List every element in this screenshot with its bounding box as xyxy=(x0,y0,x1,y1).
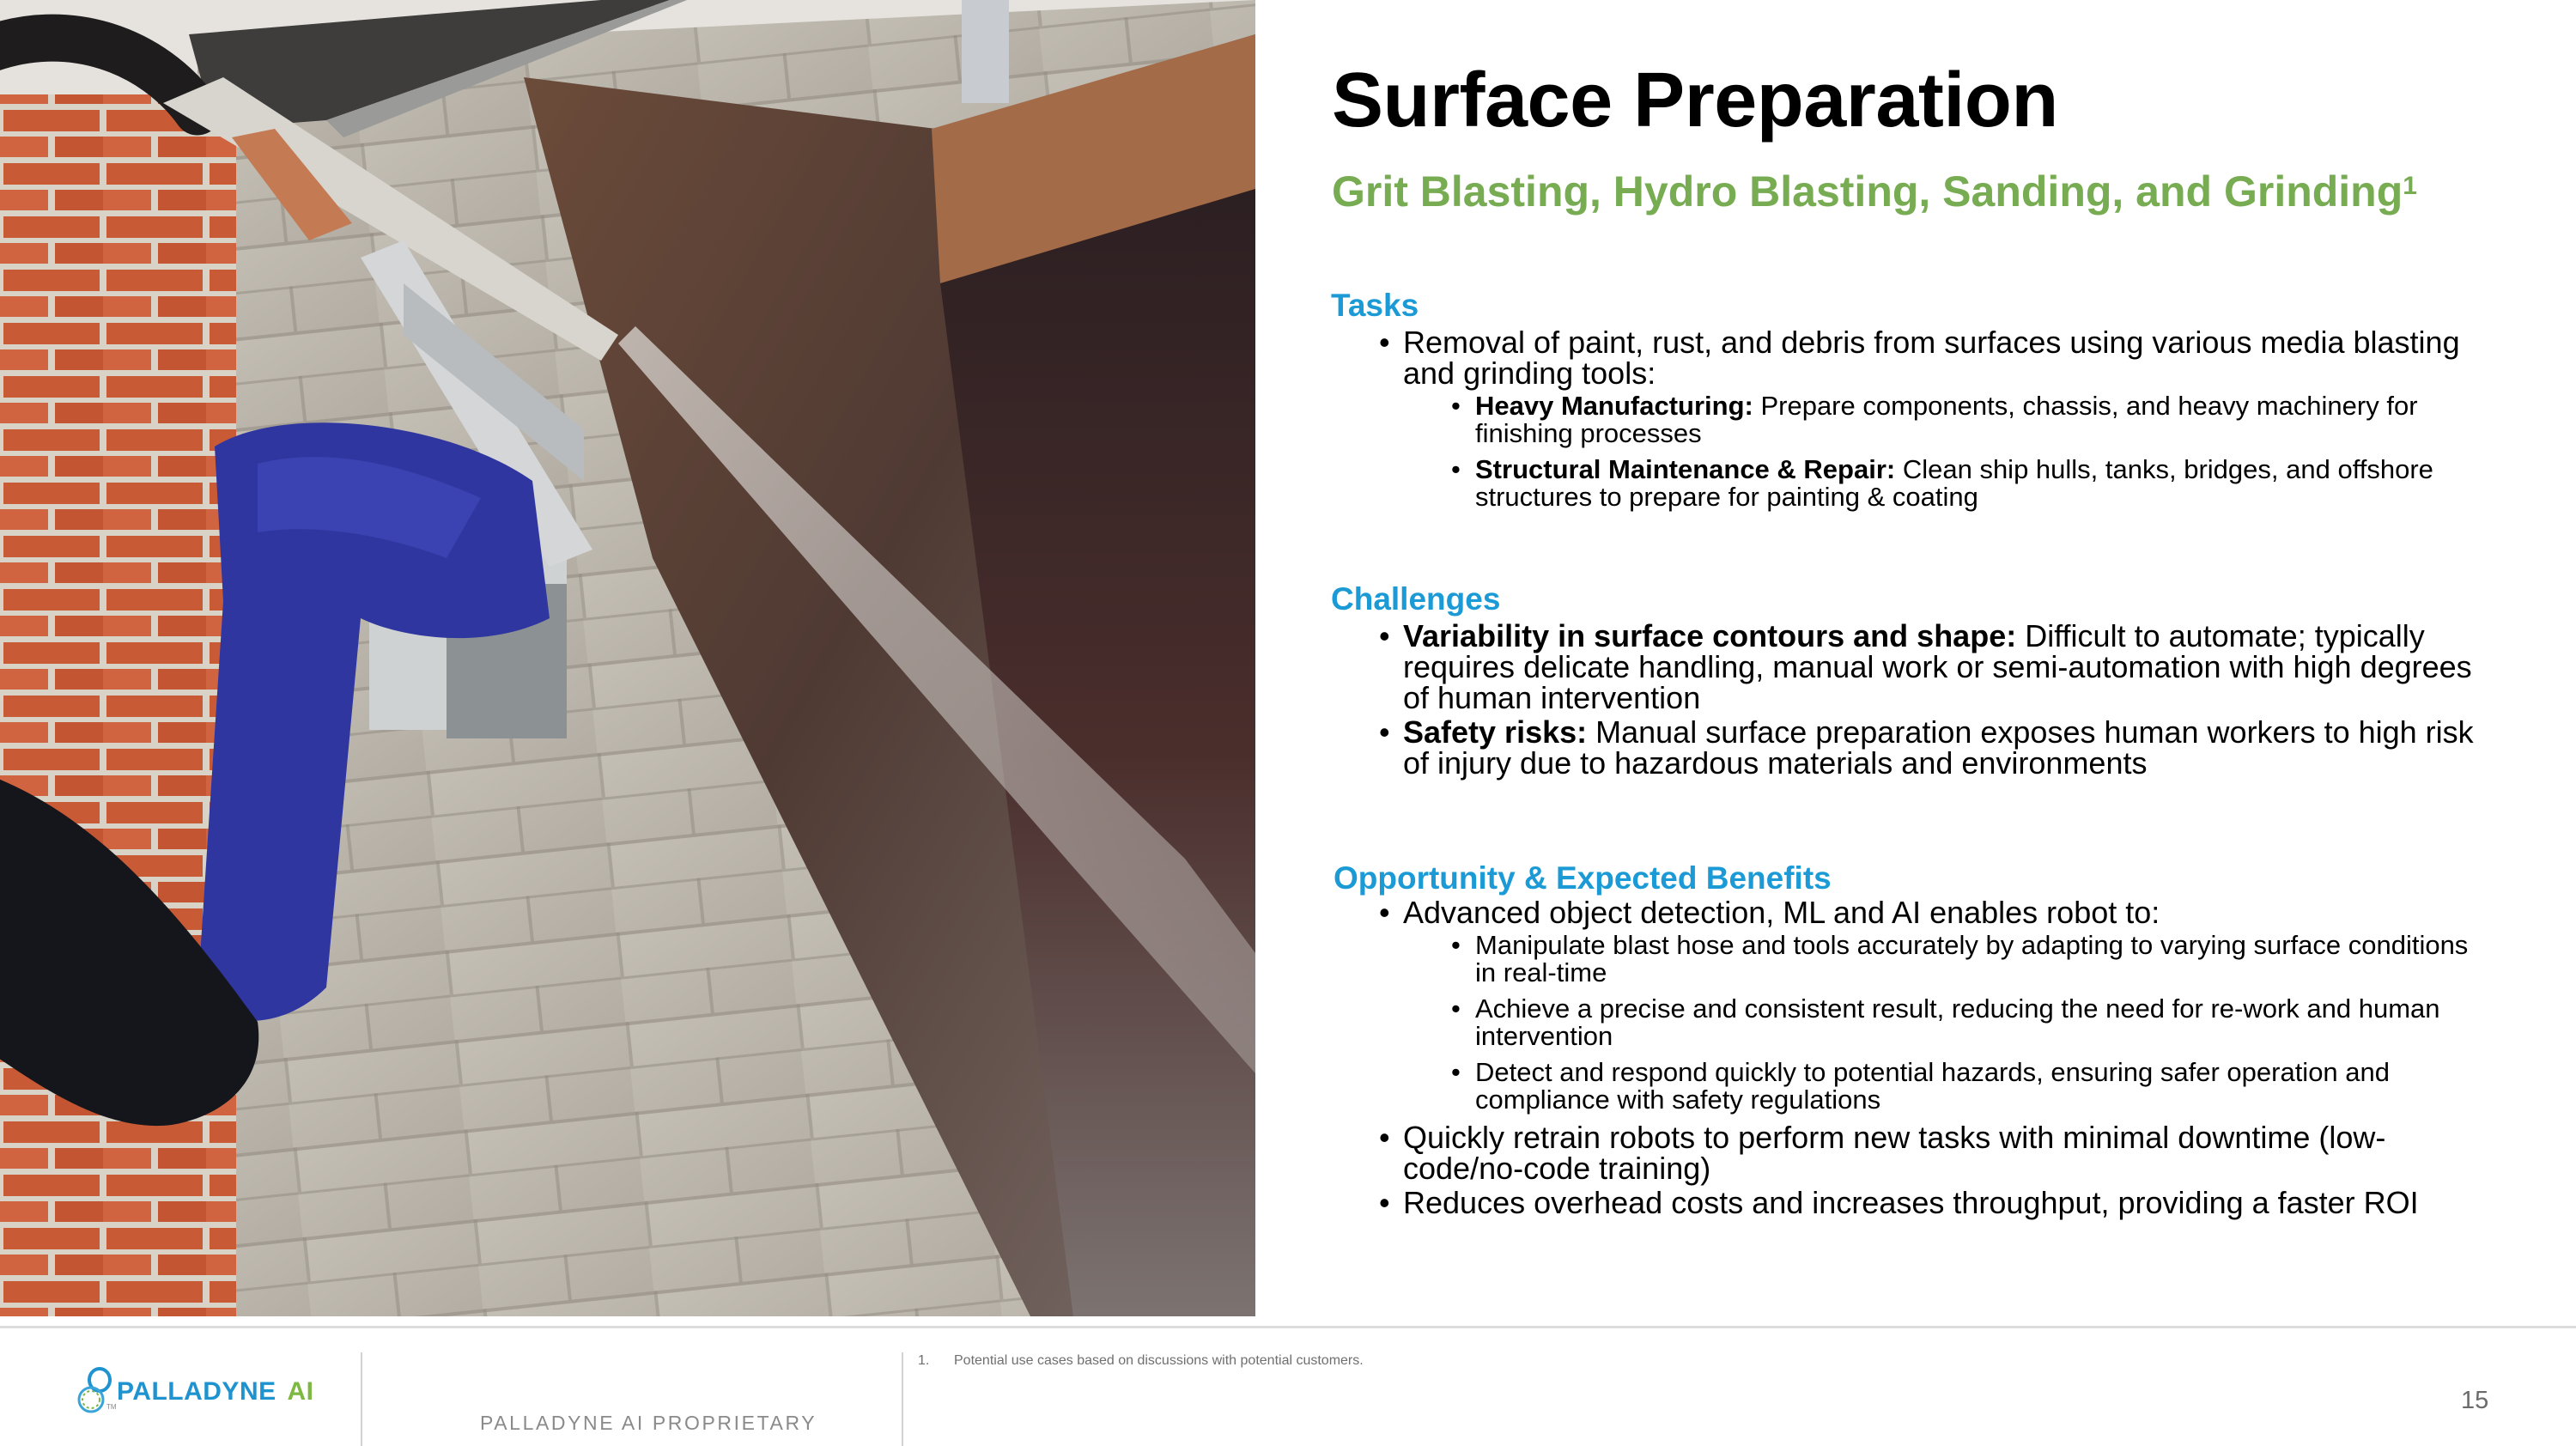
section-heading-opportunity: Opportunity & Expected Benefits xyxy=(1334,860,1832,896)
tasks-list xyxy=(1379,327,2495,519)
list-item xyxy=(1379,327,2495,511)
footnote-ref: 1 xyxy=(2403,172,2417,200)
list-subitem xyxy=(1451,932,2495,987)
list-item-text: Reduces overhead costs and increases throughput, providing a faster ROI xyxy=(1403,1185,2419,1220)
bullet-icon: • xyxy=(1451,391,1461,421)
section-heading-tasks: Tasks xyxy=(1331,288,1419,323)
subitem-label: Structural Maintenance & Repair: xyxy=(1475,454,1896,484)
page-number: 15 xyxy=(2461,1387,2489,1414)
challenges-list xyxy=(1379,618,2495,782)
footer-separator xyxy=(902,1352,903,1446)
bullet-icon: • xyxy=(1379,1185,1390,1220)
section-heading-challenges: Challenges xyxy=(1331,581,1501,617)
logo-accent: AI xyxy=(287,1377,314,1406)
tasks-sublist xyxy=(1403,392,2495,511)
subitem-text: Detect and respond quickly to potential hazards, ensuring safer operation and compliance with safety regulations xyxy=(1475,1057,2391,1115)
subitem-text: Clean ship hulls, tanks, bridges, and offshore structures to prepare for painting & coating xyxy=(1475,454,2433,512)
list-subitem xyxy=(1451,456,2495,511)
page-subtitle xyxy=(1332,165,2417,218)
bullet-icon: • xyxy=(1379,895,1390,930)
list-item-text: Difficult to automate; typically requires delicate handling, manual work or semi-automation with high degrees of human intervention xyxy=(1403,618,2472,715)
list-item-label: Safety risks: xyxy=(1403,714,1588,750)
slide-photo xyxy=(0,0,1255,1316)
opportunity-sublist xyxy=(1403,932,2495,1114)
list-item-text: Removal of paint, rust, and debris from surfaces using various media blasting and grinding tools: xyxy=(1403,325,2460,391)
bullet-icon: • xyxy=(1379,618,1390,653)
bullet-icon: • xyxy=(1451,930,1461,960)
company-logo xyxy=(74,1365,314,1417)
list-subitem xyxy=(1451,1059,2495,1114)
subitem-text: Achieve a precise and consistent result, reducing the need for re-work and human intervention xyxy=(1475,993,2440,1051)
footer-divider xyxy=(0,1326,2576,1328)
footnote xyxy=(918,1352,1364,1370)
list-subitem xyxy=(1451,392,2495,447)
list-item-label: Variability in surface contours and shape: xyxy=(1403,618,2017,653)
subitem-label: Heavy Manufacturing: xyxy=(1475,391,1753,421)
footnote-number: 1. xyxy=(918,1353,930,1368)
bullet-icon: • xyxy=(1451,1057,1461,1087)
subtitle-text: Grit Blasting, Hydro Blasting, Sanding, and Grinding xyxy=(1332,167,2403,216)
proprietary-label: PALLADYNE AI PROPRIETARY xyxy=(480,1412,817,1434)
logo-tm: TM xyxy=(106,1403,117,1411)
subitem-text: Prepare components, chassis, and heavy machinery for finishing processes xyxy=(1475,391,2418,448)
bullet-icon: • xyxy=(1451,454,1461,484)
list-subitem xyxy=(1451,995,2495,1050)
list-item xyxy=(1379,1185,2495,1220)
list-item xyxy=(1379,714,2495,781)
photo-robot-blasting-icon xyxy=(0,0,1255,1316)
logo-main: PALLADYNE xyxy=(117,1377,276,1406)
list-item xyxy=(1379,618,2495,715)
list-item xyxy=(1379,897,2495,1114)
bullet-icon: • xyxy=(1451,993,1461,1024)
page-title: Surface Preparation xyxy=(1332,58,2058,143)
footnote-text: Potential use cases based on discussions with potential customers. xyxy=(954,1353,1364,1368)
list-item-text: Quickly retrain robots to perform new tasks with minimal downtime (low-code/no-code training) xyxy=(1403,1120,2386,1186)
bullet-icon: • xyxy=(1379,714,1390,750)
list-item xyxy=(1379,1122,2495,1184)
opportunity-list xyxy=(1379,897,2495,1222)
list-item-text: Manual surface preparation exposes human workers to high risk of injury due to hazardous materials and environments xyxy=(1403,714,2474,781)
bullet-icon: • xyxy=(1379,1120,1390,1155)
logo-wordmark xyxy=(117,1377,313,1407)
footer-separator xyxy=(361,1352,362,1446)
list-item-text: Advanced object detection, ML and AI enables robot to: xyxy=(1403,895,2160,930)
subitem-text: Manipulate blast hose and tools accurately by adapting to varying surface conditions in real-time xyxy=(1475,930,2469,987)
bullet-icon: • xyxy=(1379,325,1390,360)
